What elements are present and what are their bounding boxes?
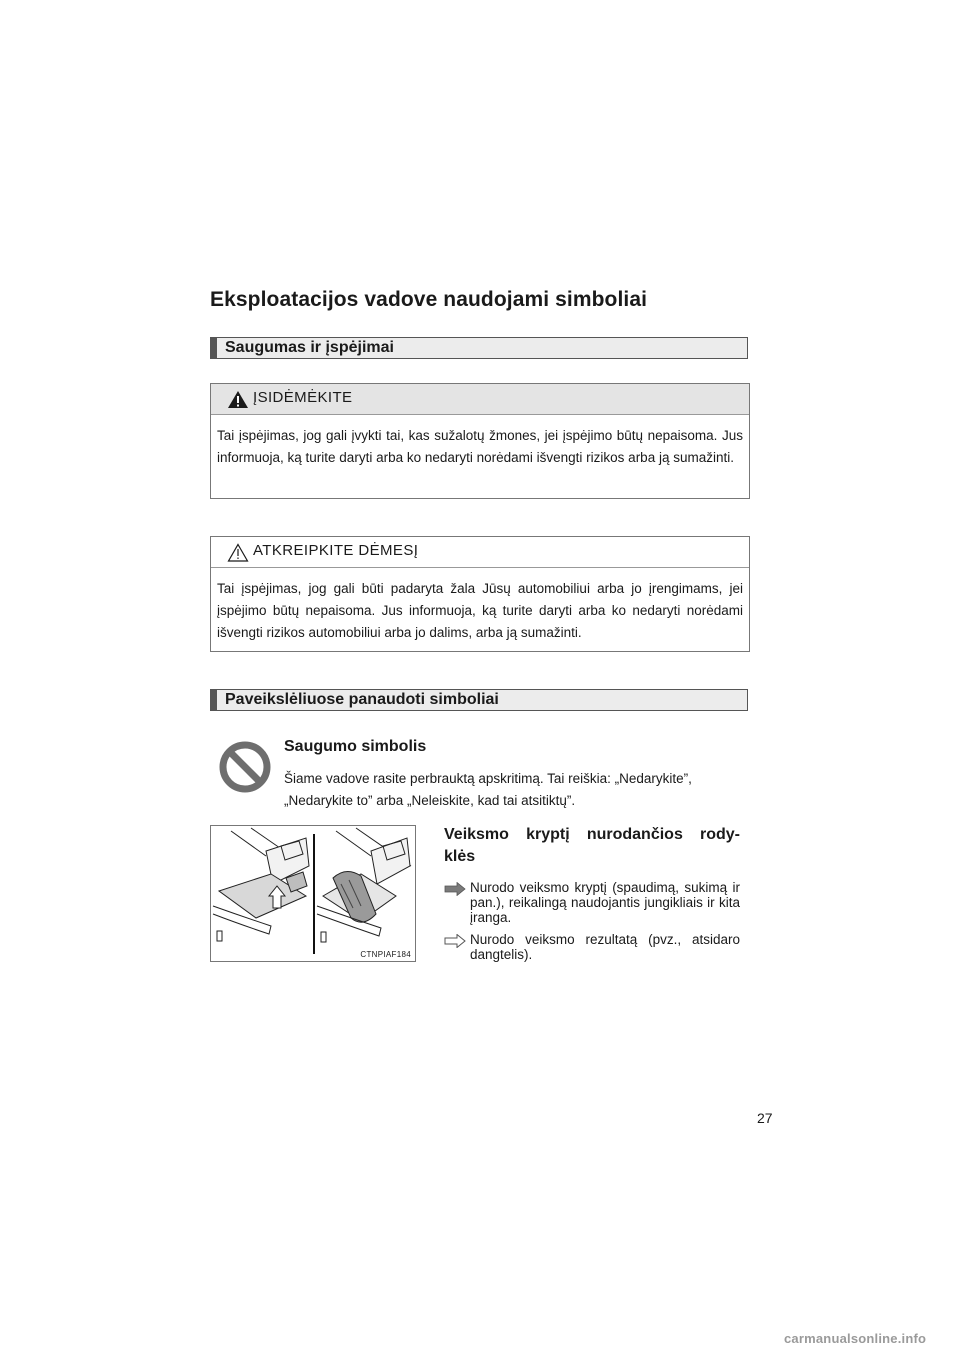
- notice-heading: ATKREIPKITE DĖMESĮ: [253, 542, 419, 559]
- notice-box: [210, 536, 750, 652]
- illustration-overhead-console: [210, 825, 416, 962]
- warning-triangle-outline-icon: [227, 543, 249, 562]
- safety-symbol-title: Saugumo simbolis: [284, 738, 427, 755]
- illustration-drawing: [211, 826, 416, 962]
- watermark: carmanualsonline.info: [784, 1331, 927, 1346]
- page-number: 27: [757, 1110, 773, 1126]
- arrow-legend-item: [444, 880, 740, 925]
- notice-box-header: [211, 537, 749, 568]
- caution-text: Tai įspėjimas, jog gali įvykti tai, kas sužalotų žmones, jei įspėjimo būtų nepaisoma. Jus informuoja, ką turite daryti arba ko nedaryti norėdami išvengti rizikos arba ją sumažinti.: [217, 428, 743, 465]
- caution-box-header: [211, 384, 749, 415]
- arrow-legend-item: [444, 932, 740, 962]
- prohibition-icon: [218, 740, 272, 794]
- caution-heading: ĮSIDĖMĖKITE: [253, 389, 353, 406]
- caution-box: [210, 383, 750, 499]
- warning-triangle-filled-icon: [227, 390, 249, 409]
- section-accent: [211, 338, 217, 358]
- section-accent: [211, 690, 217, 710]
- direction-arrows-title-line1: Veiksmo kryptį nurodančios rody-: [444, 826, 740, 843]
- filled-arrow-icon: [444, 882, 466, 896]
- safety-symbol-text: Šiame vadove rasite perbrauktą apskritimą. Tai reiškia: „Nedarykite”, „Nedarykite to” arba „Neleiskite, kad tai atsitiktų”.: [284, 771, 692, 808]
- section-title: Saugumas ir įspėjimai: [225, 339, 394, 356]
- section-header-safety: [210, 337, 748, 359]
- illustration-code: CTNPIAF184: [360, 950, 411, 959]
- notice-text: Tai įspėjimas, jog gali būti padaryta žala Jūsų automobiliui arba jo įrengimams, jei įspėjimo būtų nepaisoma. Jus informuoja, ką turite daryti arba ko nedaryti norėdami išvengti rizikos automobiliui arba jo dalims, arba ją sumažinti.: [217, 581, 743, 640]
- arrow-legend-text: Nurodo veiksmo kryptį (spaudimą, sukimą ir pan.), reikalingą naudojantis jungikliais ir kita įranga.: [470, 880, 740, 925]
- section-title: Paveikslėliuose panaudoti simboliai: [225, 691, 499, 708]
- page-title: Eksploatacijos vadove naudojami simboliai: [210, 288, 648, 311]
- arrow-legend-text: Nurodo veiksmo rezultatą (pvz., atsidaro dangtelis).: [470, 932, 740, 962]
- outline-arrow-icon: [444, 934, 466, 948]
- section-header-symbols: [210, 689, 748, 711]
- direction-arrows-title-line2: klės: [444, 848, 476, 865]
